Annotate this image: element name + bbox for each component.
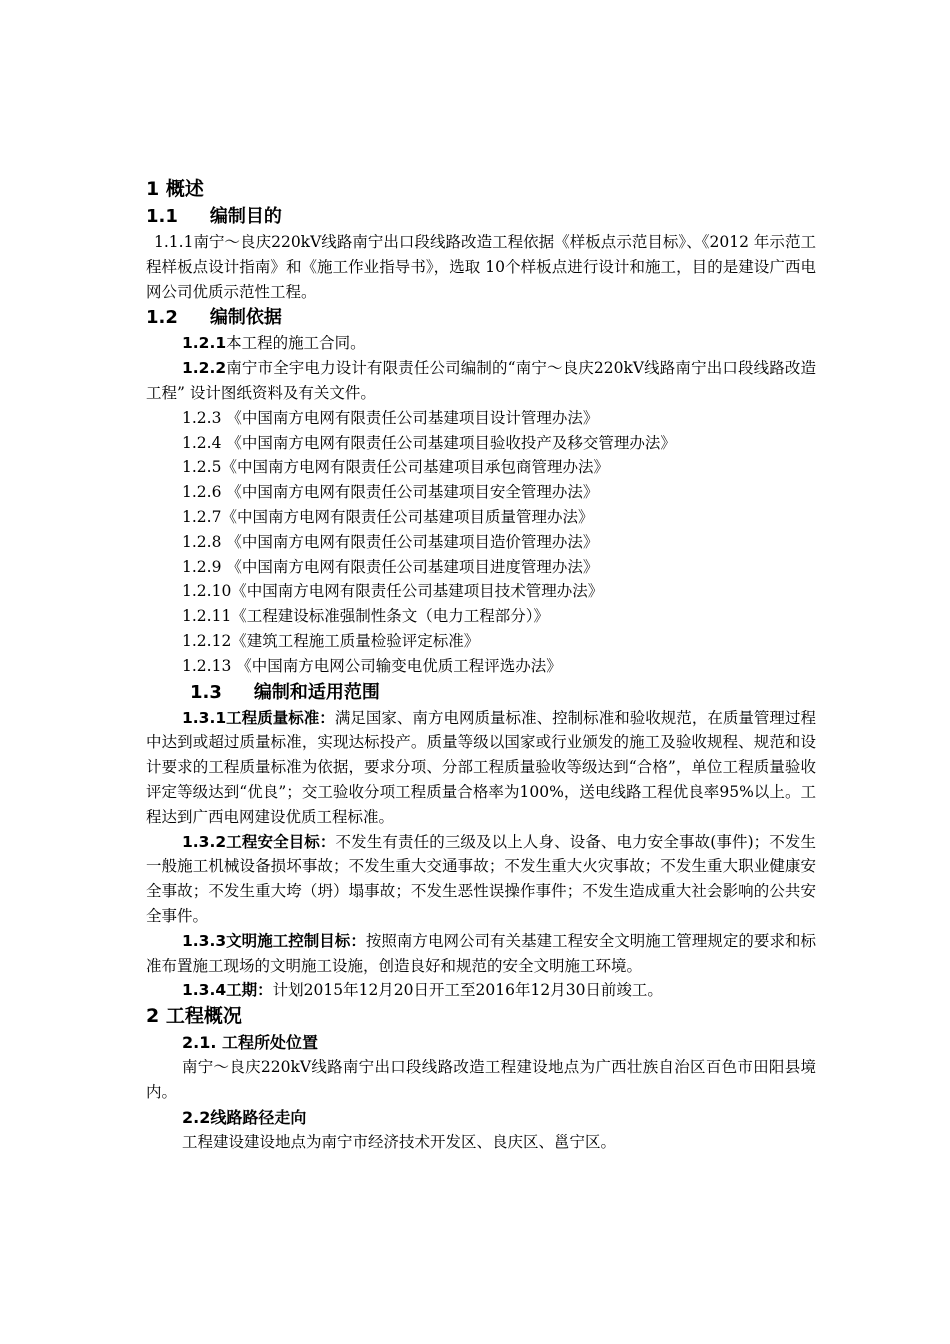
text-safety-target: 不发生有责任的三级及以上人身、设备、电力安全事故(事件)；不发生一般施工机械设备损坏事故；不发生重大交通事故；不发生重大火灾事故；不发生重大职业健康安全事故；不发生重大垮（坍）塌事故；不发生恶性误操作事件；不发生造成重大社会影响的公共安全事件。 (146, 832, 816, 925)
paragraph-1-3-2 (146, 830, 816, 929)
paragraph-1-2-2 (146, 356, 816, 406)
basis-item: 1.2.12《建筑工程施工质量检验评定标准》 (182, 631, 480, 650)
label-schedule: 1.3.4工期： (182, 981, 273, 1000)
text-1-2-1: 本工程的施工合同。 (226, 334, 366, 353)
basis-item: 1.2.7《中国南方电网有限责任公司基建项目质量管理办法》 (182, 507, 594, 526)
basis-item: 1.2.11《工程建设标准强制性条文（电力工程部分）》 (182, 607, 550, 626)
heading-project-overview: 2 工程概况 (146, 1005, 242, 1028)
heading-scope-number: 1.3 (190, 681, 222, 703)
paragraph-1-3-1 (146, 706, 816, 830)
basis-item: 1.2.3 《中国南方电网有限责任公司基建项目设计管理办法》 (182, 408, 599, 427)
heading-basis (146, 304, 816, 331)
label-civilized-construction: 1.3.3文明施工控制目标： (182, 931, 366, 950)
text-1-2-2: 南宁市全宇电力设计有限责任公司编制的“南宁～良庆220kV线路南宁出口段线路改造工程” 设计图纸资料及有关文件。 (146, 359, 816, 402)
number-1-2-1: 1.2.1 (182, 334, 227, 353)
heading-location: 2.1. 工程所处位置 (182, 1033, 318, 1053)
paragraph-1-1-1: 1.1.1南宁～良庆220kV线路南宁出口段线路改造工程依据《样板点示范目标》、《2012 年示范工程样板点设计指南》和《施工作业指导书》，选取 10个样板点进行设计和施工，目的是建设广西电网公司优质示范性工程。 (146, 233, 816, 301)
text-civilized-construction: 按照南方电网公司有关基建工程安全文明施工管理规定的要求和标准布置施工现场的文明施工设施，创造良好和规范的安全文明施工环境。 (146, 931, 816, 975)
basis-item: 1.2.4 《中国南方电网有限责任公司基建项目验收投产及移交管理办法》 (182, 433, 676, 452)
heading-purpose (146, 203, 816, 230)
heading-purpose-number: 1.1 (146, 206, 178, 227)
paragraph-location: 南宁～良庆220kV线路南宁出口段线路改造工程建设地点为广西壮族自治区百色市田阳县境内。 (146, 1058, 816, 1101)
document-page (146, 176, 816, 1155)
heading-scope-title: 编制和适用范围 (253, 681, 380, 703)
heading-basis-title: 编制依据 (209, 307, 282, 329)
basis-item: 1.2.6 《中国南方电网有限责任公司基建项目安全管理办法》 (182, 483, 599, 502)
basis-item: 1.2.13 《中国南方电网公司输变电优质工程评选办法》 (182, 656, 562, 675)
paragraph-1-2-1 (146, 331, 816, 356)
heading-route: 2.2线路路径走向 (182, 1107, 307, 1127)
heading-purpose-title: 编制目的 (209, 206, 282, 227)
basis-item: 1.2.5《中国南方电网有限责任公司基建项目承包商管理办法》 (182, 458, 609, 477)
label-safety-target: 1.3.2工程安全目标： (182, 832, 336, 851)
number-1-2-2: 1.2.2 (182, 359, 227, 378)
heading-scope (146, 679, 816, 706)
label-quality-standard: 1.3.1工程质量标准： (182, 708, 335, 727)
paragraph-1-3-3 (146, 929, 816, 979)
heading-overview: 1 概述 (146, 178, 204, 200)
text-quality-standard: 满足国家、南方电网质量标准、控制标准和验收规范，在质量管理过程中达到或超过质量标准，实现达标投产。质量等级以国家或行业颁发的施工及验收规程、规范和设计要求的工程质量标准为依据，要求分项、分部工程质量验收等级达到“合格”，单位工程质量验收评定等级达到“优良”；交工验收分项工程质量合格率为100%，送电线路工程优良率95%以上。工程达到广西电网建设优质工程标准。 (146, 708, 816, 826)
paragraph-1-3-4 (146, 978, 816, 1003)
text-schedule: 计划2015年12月20日开工至2016年12月30日前竣工。 (272, 981, 663, 1000)
basis-item: 1.2.9 《中国南方电网有限责任公司基建项目进度管理办法》 (182, 557, 599, 576)
paragraph-route: 工程建设建设地点为南宁市经济技术开发区、良庆区、邕宁区。 (182, 1132, 617, 1151)
heading-basis-number: 1.2 (146, 307, 178, 329)
basis-item: 1.2.10《中国南方电网有限责任公司基建项目技术管理办法》 (182, 582, 604, 601)
basis-item: 1.2.8 《中国南方电网有限责任公司基建项目造价管理办法》 (182, 532, 599, 551)
